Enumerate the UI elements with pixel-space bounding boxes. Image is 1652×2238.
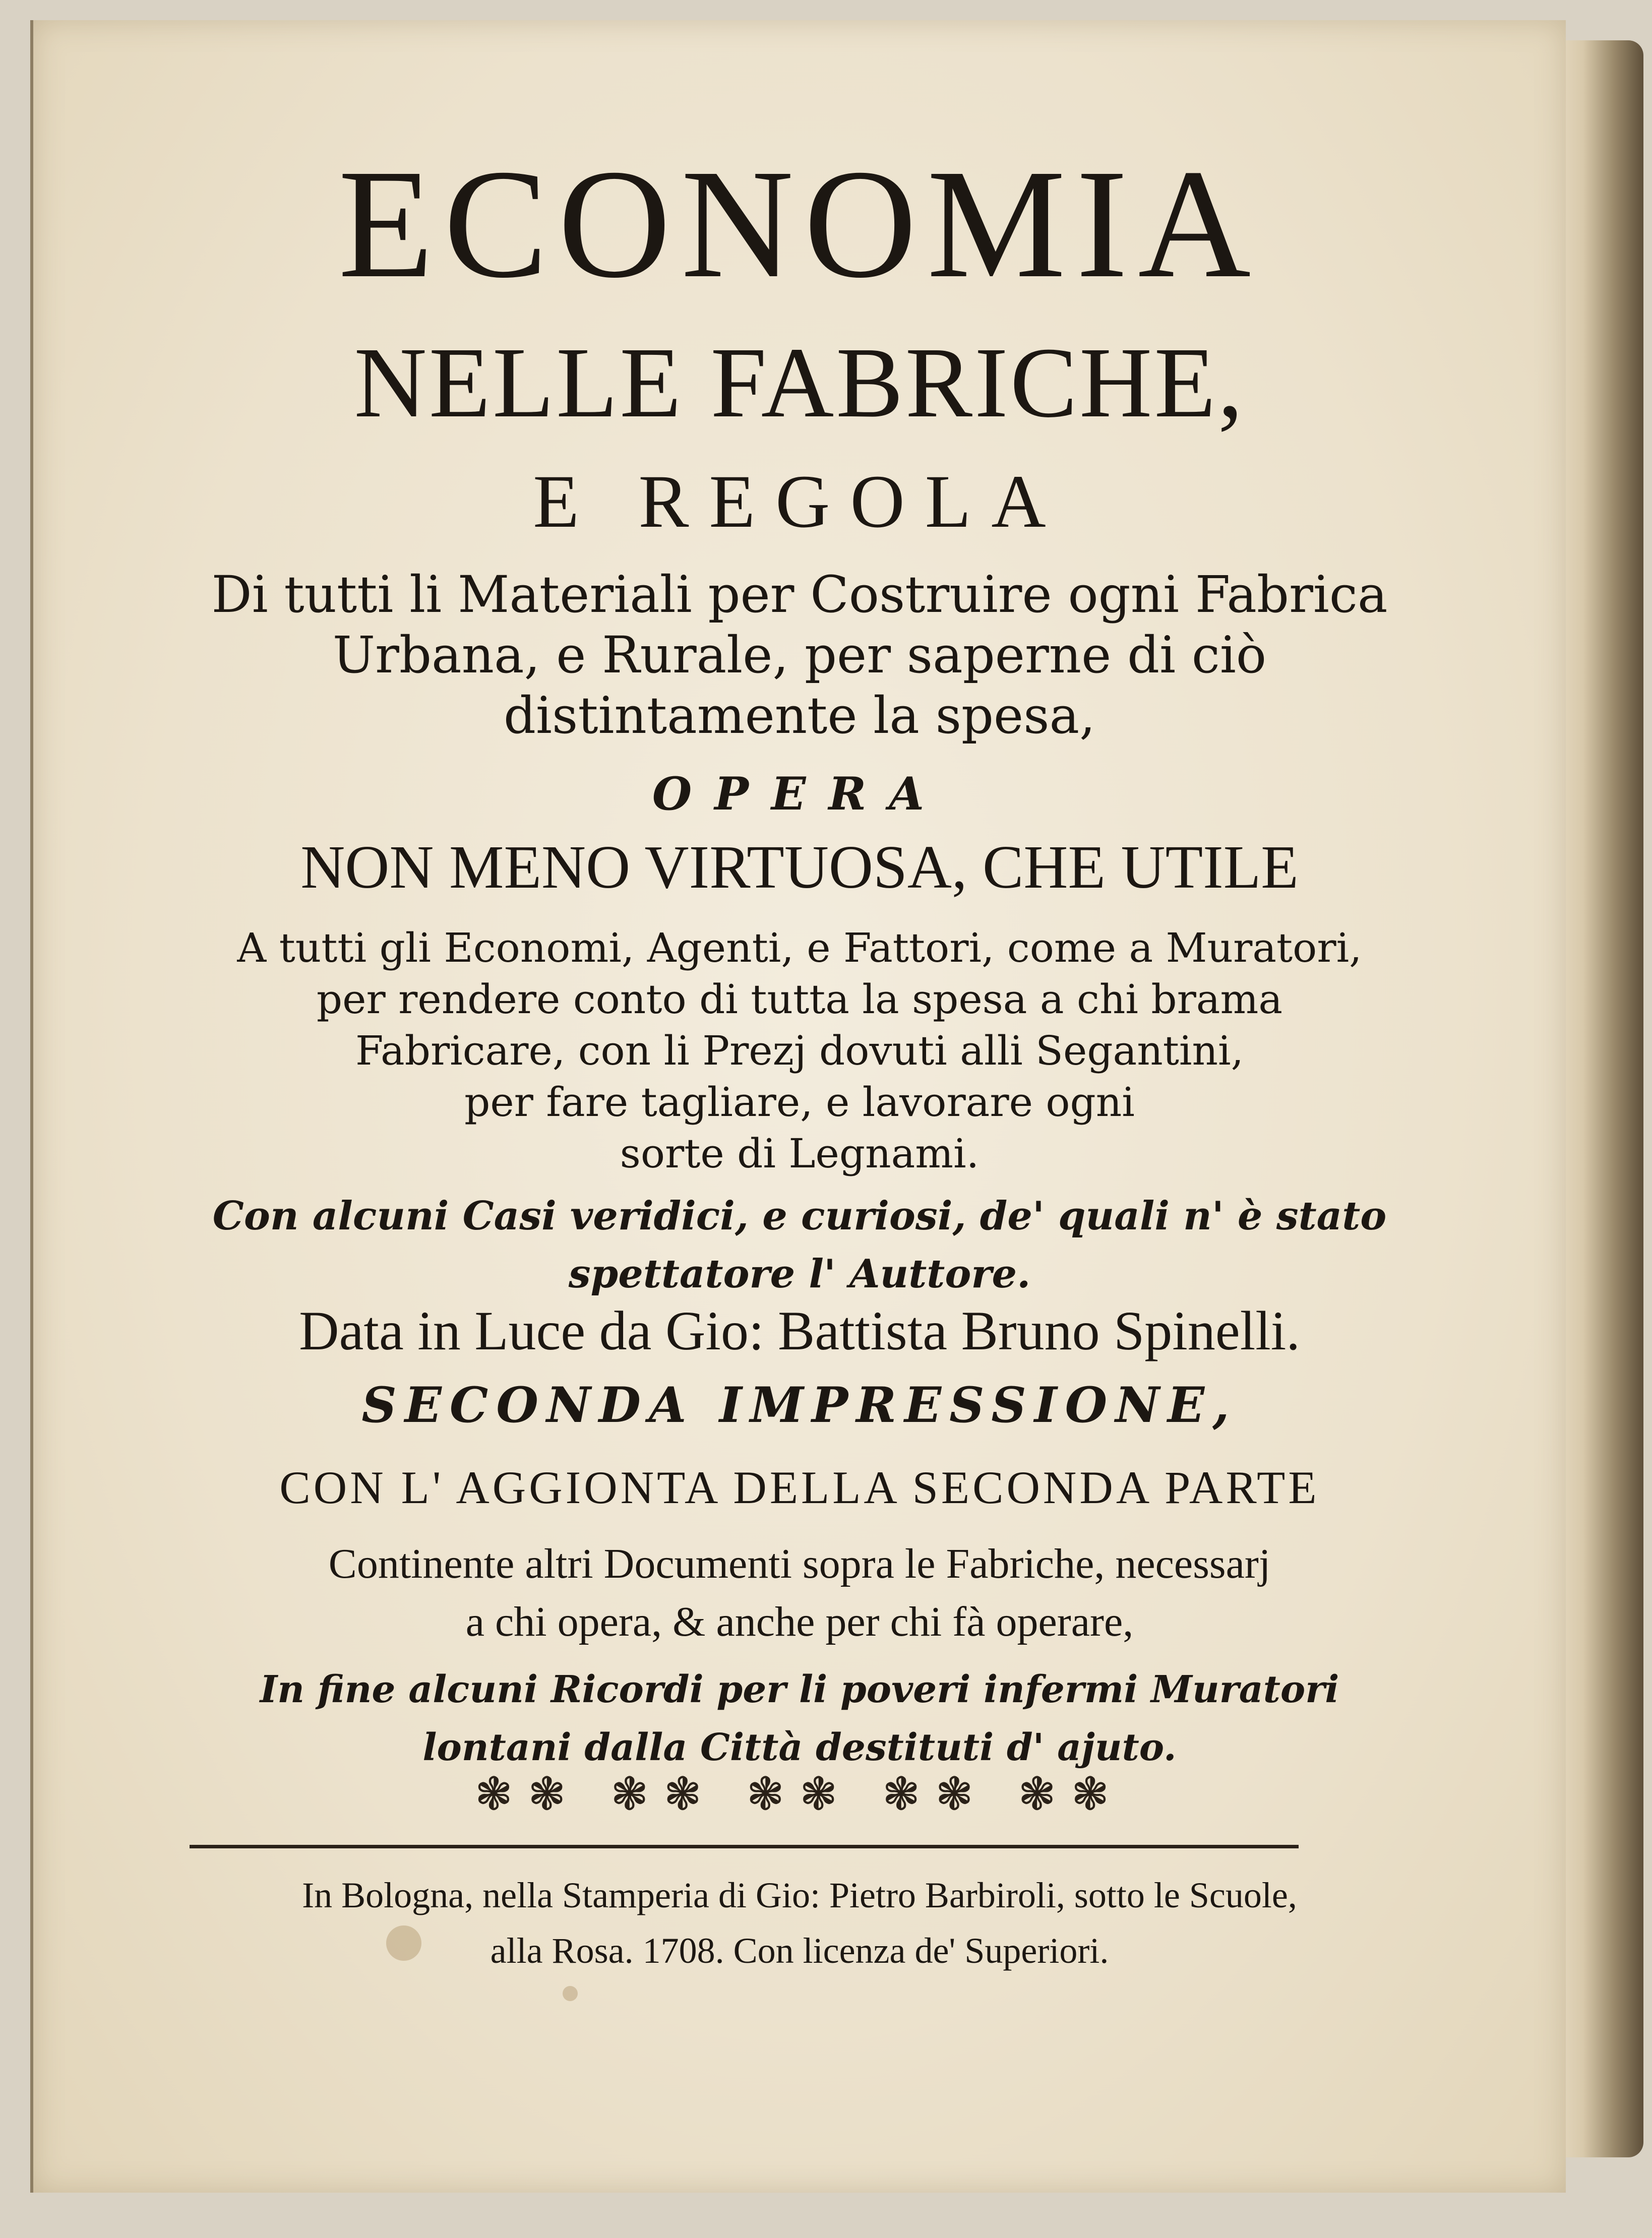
title-line-3: E REGOLA	[533, 460, 1066, 543]
contents-line: a chi opera, & anche per chi fà operare,	[465, 1598, 1134, 1645]
opera-heading: OPERA	[652, 767, 947, 821]
main-title: ECONOMIA	[338, 138, 1261, 310]
title-page	[30, 20, 1566, 2193]
second-part-line: CON L' AGGIONTA DELLA SECONDA PARTE	[279, 1462, 1320, 1513]
remembrance-line: In fine alcuni Ricordi per li poveri infermi Muratori	[260, 1668, 1339, 1711]
author-line: Data in Luce da Gio: Battista Bruno Spinelli.	[299, 1300, 1300, 1361]
imprint-line: In Bologna, nella Stamperia di Gio: Pietro Barbiroli, sotto le Scuole,	[302, 1875, 1297, 1915]
audience-line: Fabricare, con li Prezj dovuti alli Segantini,	[355, 1027, 1244, 1074]
subtitle-line: distintamente la spesa,	[504, 686, 1095, 745]
subtitle-line: Urbana, e Rurale, per saperne di ciò	[332, 626, 1267, 685]
cases-note	[33, 1187, 1566, 1303]
audience-line: per rendere conto di tutta la spesa a chi brama	[316, 976, 1283, 1023]
audience-line: per fare tagliare, e lavorare ogni	[464, 1079, 1135, 1126]
remembrance-note	[33, 1661, 1566, 1777]
contents-line: Continente altri Documenti sopra le Fabriche, necessarj	[328, 1540, 1271, 1587]
contents-paragraph	[33, 1535, 1566, 1651]
subtitle	[33, 565, 1566, 746]
cases-line: Con alcuni Casi veridici, e curiosi, de' quali n' è stato	[212, 1193, 1387, 1239]
subtitle-line: Di tutti li Materiali per Costruire ogni Fabrica	[211, 565, 1388, 624]
edition-line: SECONDA IMPRESSIONE,	[361, 1377, 1238, 1434]
fleuron-ornament: ❃❃ ❃❃ ❃❃ ❃❃ ❃❃	[474, 1768, 1125, 1821]
divider-rule	[190, 1845, 1299, 1848]
cases-line: spettatore l' Auttore.	[568, 1251, 1031, 1297]
remembrance-line: lontani dalla Città destituti d' ajuto.	[422, 1726, 1177, 1769]
imprint	[33, 1868, 1566, 1978]
imprint-line: alla Rosa. 1708. Con licenza de' Superiori.	[490, 1931, 1109, 1971]
audience-line: A tutti gli Economi, Agenti, e Fattori, come a Muratori,	[237, 924, 1362, 971]
foxing-spot	[563, 1986, 578, 2001]
non-meno-heading: NON MENO VIRTUOSA, CHE UTILE	[300, 833, 1299, 901]
audience-line: sorte di Legnami.	[620, 1130, 980, 1177]
audience-paragraph	[33, 922, 1566, 1179]
title-line-2: NELLE FABRICHE,	[354, 327, 1245, 439]
